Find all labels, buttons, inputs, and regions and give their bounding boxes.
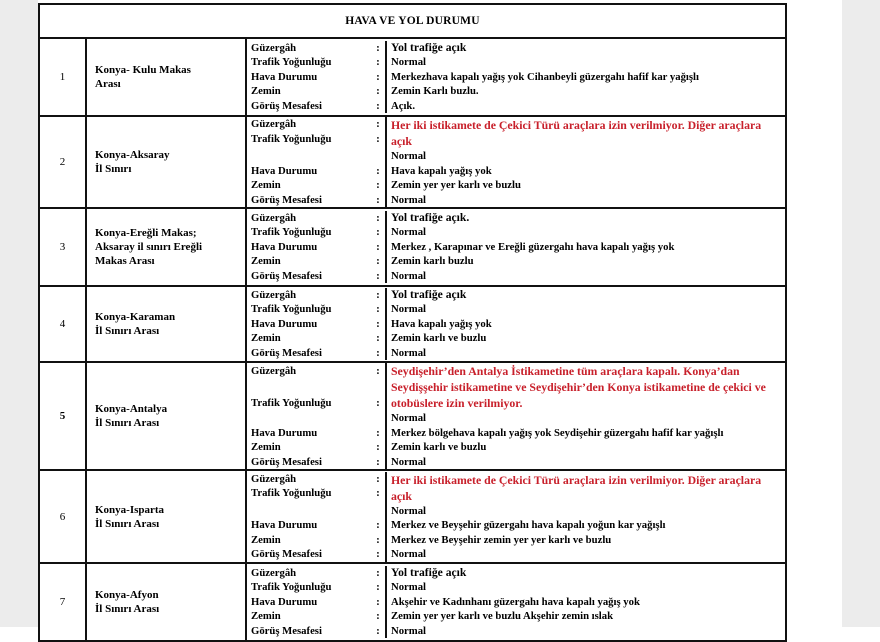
route-details bbox=[246, 116, 786, 208]
route-details bbox=[246, 362, 786, 470]
guzergah-row: Güzergâh : Yol trafiğe açık bbox=[247, 566, 785, 581]
zemin-row: Zemin : Zemin karlı buzlu bbox=[247, 254, 785, 269]
zemin-value: Merkez ve Beyşehir zemin yer yer karlı ve buzlu bbox=[385, 533, 785, 548]
zemin-row: Zemin : Zemin yer yer karlı ve buzlu bbox=[247, 178, 785, 193]
left-margin-shade bbox=[0, 0, 38, 627]
table-title: HAVA VE YOL DURUMU bbox=[39, 4, 786, 38]
hava-row: Hava Durumu : Merkez bölgehava kapalı yağış yok Seydişehir güzergahı hafif kar yağışlı bbox=[247, 426, 785, 441]
guzergah-value: Yol trafiğe açık. bbox=[385, 211, 785, 226]
hava-value: Merkez ve Beyşehir güzergahı hava kapalı yoğun kar yağışlı bbox=[385, 518, 785, 533]
gorus-value: Normal bbox=[385, 455, 785, 470]
zemin-row: Zemin : Zemin karlı ve buzlu bbox=[247, 331, 785, 346]
route-name: Konya-Afyon İl Sınırı Arası bbox=[86, 563, 246, 641]
gorus-row: Görüş Mesafesi : Normal bbox=[247, 193, 785, 208]
gorus-row: Görüş Mesafesi : Normal bbox=[247, 624, 785, 639]
trafik-row: Trafik Yoğunluğu : Normal bbox=[247, 302, 785, 317]
zemin-row: Zemin : Zemin Karlı buzlu. bbox=[247, 84, 785, 99]
guzergah-row: Güzergâh : Yol trafiğe açık bbox=[247, 288, 785, 303]
gorus-value: Normal bbox=[385, 269, 785, 284]
zemin-value: Zemin karlı buzlu bbox=[385, 254, 785, 269]
hava-value: Merkezhava kapalı yağış yok Cihanbeyli güzergahı hafif kar yağışlı bbox=[385, 70, 785, 85]
trafik-value: Normal bbox=[385, 55, 785, 70]
row-number: 1 bbox=[39, 38, 86, 116]
zemin-value: Zemin karlı ve buzlu bbox=[385, 440, 785, 455]
trafik-row bbox=[247, 411, 785, 426]
zemin-value: Zemin karlı ve buzlu bbox=[385, 331, 785, 346]
table-row bbox=[39, 38, 786, 116]
gorus-row: Görüş Mesafesi : Normal bbox=[247, 547, 785, 562]
trafik-value: Normal bbox=[385, 411, 785, 426]
trafik-row: Trafik Yoğunluğu : Normal bbox=[247, 225, 785, 240]
hava-value: Hava kapalı yağış yok bbox=[385, 317, 785, 332]
gorus-row: Görüş Mesafesi : Normal bbox=[247, 269, 785, 284]
table-row bbox=[39, 116, 786, 208]
route-details bbox=[246, 38, 786, 116]
route-name: Konya-Antalya İl Sınırı Arası bbox=[86, 362, 246, 470]
gorus-row: Görüş Mesafesi : Normal bbox=[247, 346, 785, 361]
row-number: 3 bbox=[39, 208, 86, 286]
road-weather-table bbox=[38, 3, 787, 642]
trafik-value: Normal bbox=[385, 225, 785, 240]
route-name: Konya-Ereğli Makas; Aksaray il sınırı Ereğli Makas Arası bbox=[86, 208, 246, 286]
table-row bbox=[39, 470, 786, 563]
gorus-value: Normal bbox=[385, 624, 785, 639]
guzergah-row: Güzergâh Trafik Yoğunluğu : : Her iki istikamete de Çekici Türü araçlara izin verilmiyor. Diğer araçlara açık bbox=[247, 117, 785, 149]
route-name: Konya-Aksaray İl Sınırı bbox=[86, 116, 246, 208]
hava-row: Hava Durumu : Merkezhava kapalı yağış yok Cihanbeyli güzergahı hafif kar yağışlı bbox=[247, 70, 785, 85]
zemin-value: Zemin yer yer karlı ve buzlu bbox=[385, 178, 785, 193]
trafik-row bbox=[247, 504, 785, 519]
hava-row: Hava Durumu : Hava kapalı yağış yok bbox=[247, 317, 785, 332]
guzergah-value: Her iki istikamete de Çekici Türü araçlara izin verilmiyor. Diğer araçlara açık bbox=[385, 472, 785, 504]
route-details bbox=[246, 208, 786, 286]
gorus-row: Görüş Mesafesi : Normal bbox=[247, 455, 785, 470]
guzergah-value: Yol trafiğe açık bbox=[385, 288, 785, 303]
route-details bbox=[246, 470, 786, 563]
row-number: 6 bbox=[39, 470, 86, 563]
trafik-value: Normal bbox=[385, 149, 785, 164]
gorus-value: Açık. bbox=[385, 99, 785, 114]
zemin-value: Zemin yer yer karlı ve buzlu Akşehir zemin ıslak bbox=[385, 609, 785, 624]
route-name: Konya- Kulu Makas Arası bbox=[86, 38, 246, 116]
route-name: Konya-Karaman İl Sınırı Arası bbox=[86, 286, 246, 362]
table-row bbox=[39, 286, 786, 362]
row-number: 7 bbox=[39, 563, 86, 641]
hava-value: Akşehir ve Kadınhanı güzergahı hava kapalı yağış yok bbox=[385, 595, 785, 610]
hava-row: Hava Durumu : Hava kapalı yağış yok bbox=[247, 164, 785, 179]
row-number: 2 bbox=[39, 116, 86, 208]
guzergah-row: Güzergâh : Yol trafiğe açık bbox=[247, 41, 785, 56]
trafik-row: Trafik Yoğunluğu : Normal bbox=[247, 580, 785, 595]
hava-value: Merkez bölgehava kapalı yağış yok Seydişehir güzergahı hafif kar yağışlı bbox=[385, 426, 785, 441]
guzergah-value: Seydişehir’den Antalya İstikametine tüm araçlara kapalı. Konya’dan Seydişşehir istikametine ve Seydişehir’den Konya istikametine de çekici ve otobüslere izin verilmiyor. bbox=[385, 363, 785, 411]
hava-value: Merkez , Karapınar ve Ereğli güzergahı hava kapalı yağış yok bbox=[385, 240, 785, 255]
gorus-row: Görüş Mesafesi : Açık. bbox=[247, 99, 785, 114]
guzergah-value: Yol trafiğe açık bbox=[385, 566, 785, 581]
table-row bbox=[39, 208, 786, 286]
row-number: 5 bbox=[39, 362, 86, 470]
row-number: 4 bbox=[39, 286, 86, 362]
zemin-row: Zemin : Zemin karlı ve buzlu bbox=[247, 440, 785, 455]
hava-row: Hava Durumu : Merkez ve Beyşehir güzergahı hava kapalı yoğun kar yağışlı bbox=[247, 518, 785, 533]
trafik-row: Trafik Yoğunluğu : Normal bbox=[247, 55, 785, 70]
right-margin-shade bbox=[842, 0, 880, 627]
zemin-row: Zemin : Merkez ve Beyşehir zemin yer yer karlı ve buzlu bbox=[247, 533, 785, 548]
guzergah-value: Her iki istikamete de Çekici Türü araçlara izin verilmiyor. Diğer araçlara açık bbox=[385, 117, 785, 149]
route-details bbox=[246, 286, 786, 362]
gorus-value: Normal bbox=[385, 193, 785, 208]
trafik-value: Normal bbox=[385, 504, 785, 519]
trafik-row bbox=[247, 149, 785, 164]
trafik-value: Normal bbox=[385, 580, 785, 595]
guzergah-row: Güzergâh Trafik Yoğunluğu : : Her iki istikamete de Çekici Türü araçlara izin verilmiyor. Diğer araçlara açık bbox=[247, 472, 785, 504]
hava-value: Hava kapalı yağış yok bbox=[385, 164, 785, 179]
route-details bbox=[246, 563, 786, 641]
gorus-value: Normal bbox=[385, 346, 785, 361]
zemin-value: Zemin Karlı buzlu. bbox=[385, 84, 785, 99]
guzergah-value: Yol trafiğe açık bbox=[385, 41, 785, 56]
zemin-row: Zemin : Zemin yer yer karlı ve buzlu Akşehir zemin ıslak bbox=[247, 609, 785, 624]
gorus-value: Normal bbox=[385, 547, 785, 562]
hava-row: Hava Durumu : Merkez , Karapınar ve Ereğli güzergahı hava kapalı yağış yok bbox=[247, 240, 785, 255]
table-row bbox=[39, 563, 786, 641]
hava-row: Hava Durumu : Akşehir ve Kadınhanı güzergahı hava kapalı yağış yok bbox=[247, 595, 785, 610]
trafik-value: Normal bbox=[385, 302, 785, 317]
guzergah-row: Güzergâh Trafik Yoğunluğu : : Seydişehir’den Antalya İstikametine tüm araçlara kapalı. Konya’dan Seydişşehir istikametine ve Seydişehir’den Konya istikametine de çekici ve otobüslere izin verilmiyor. bbox=[247, 363, 785, 411]
route-name: Konya-Isparta İl Sınırı Arası bbox=[86, 470, 246, 563]
table-row bbox=[39, 362, 786, 470]
guzergah-row: Güzergâh : Yol trafiğe açık. bbox=[247, 211, 785, 226]
